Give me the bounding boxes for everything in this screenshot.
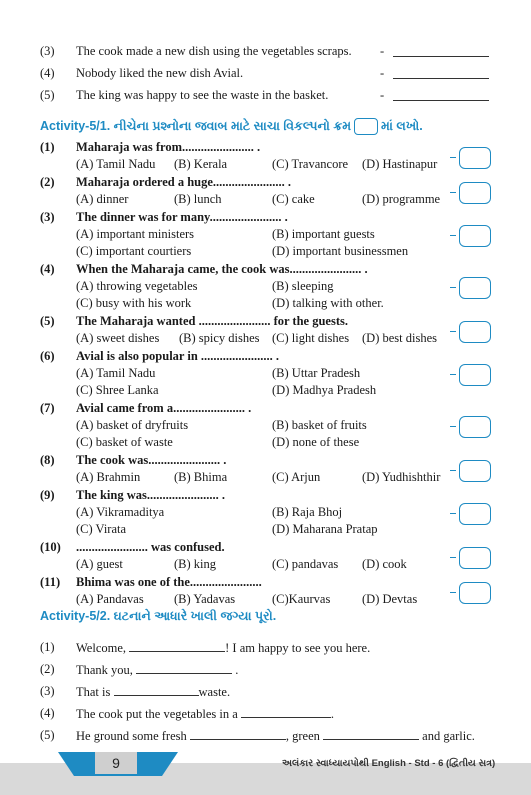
- question-text: Maharaja ordered a huge....................... .: [76, 175, 292, 189]
- answer-box[interactable]: [459, 582, 491, 604]
- question-number: (5): [40, 314, 55, 328]
- fill-part: waste.: [198, 685, 231, 699]
- answer-box[interactable]: [459, 547, 491, 569]
- fill-part: ! I am happy to see you here.: [225, 641, 371, 655]
- tf-text: The cook made a new dish using the vegetables scraps.: [76, 44, 352, 58]
- question-number: (10): [40, 540, 61, 554]
- question-number: (3): [40, 210, 55, 224]
- question-number: (9): [40, 488, 55, 502]
- answer-dash: [450, 557, 456, 558]
- answer-dash: [450, 287, 456, 288]
- fill-part: .: [330, 707, 334, 721]
- fill-row: [0, 640, 531, 658]
- option-a[interactable]: (A) throwing vegetables: [76, 279, 198, 293]
- mcq-question: [0, 488, 531, 540]
- option-a[interactable]: (A) dinner: [76, 192, 129, 206]
- answer-dash: [450, 192, 456, 193]
- answer-dash: [450, 470, 456, 471]
- tf-text: The king was happy to see the waste in the basket.: [76, 88, 329, 102]
- question-number: (2): [40, 175, 55, 189]
- fill-part: .: [235, 663, 239, 677]
- tf-num: (3): [40, 44, 55, 58]
- page-number: 9: [95, 752, 137, 774]
- option-c[interactable]: (C) basket of waste: [76, 435, 173, 449]
- answer-box[interactable]: [459, 182, 491, 204]
- fill-text: [76, 640, 370, 656]
- option-a[interactable]: (A) Vikramaditya: [76, 505, 165, 519]
- option-d[interactable]: (D) Devtas: [362, 592, 418, 606]
- answer-box[interactable]: [459, 225, 491, 247]
- option-b[interactable]: (B) Bhima: [174, 470, 228, 484]
- activity-1-title-end: માં લખો.: [381, 118, 423, 133]
- fill-row: [0, 662, 531, 680]
- question-text: Avial came from a....................... .: [76, 401, 252, 415]
- question-text: The dinner was for many....................... .: [76, 210, 288, 224]
- option-c[interactable]: (C)Kaurvas: [272, 592, 331, 606]
- option-b[interactable]: (B) king: [174, 557, 217, 571]
- fill-text: [76, 684, 230, 700]
- answer-box-icon: [354, 118, 378, 135]
- answer-dash: [450, 592, 456, 593]
- question-text: When the Maharaja came, the cook was....................... .: [76, 262, 368, 276]
- option-c[interactable]: (C) busy with his work: [76, 296, 192, 310]
- mcq-question: [0, 314, 531, 349]
- mcq-question: [0, 349, 531, 401]
- option-d[interactable]: (D) Madhya Pradesh: [272, 383, 377, 397]
- answer-box[interactable]: [459, 416, 491, 438]
- tf-dash: -: [380, 66, 385, 80]
- tf-answer-line[interactable]: [393, 56, 489, 57]
- fill-num: (5): [40, 728, 55, 742]
- fill-row: [0, 706, 531, 724]
- answer-box[interactable]: [459, 277, 491, 299]
- option-a[interactable]: (A) important ministers: [76, 227, 195, 241]
- option-a[interactable]: (A) Tamil Nadu: [76, 366, 156, 380]
- question-number: (4): [40, 262, 55, 276]
- question-text: ....................... was confused.: [76, 540, 225, 554]
- option-a[interactable]: (A) sweet dishes: [76, 331, 160, 345]
- fill-blank[interactable]: [323, 728, 419, 740]
- answer-box[interactable]: [459, 321, 491, 343]
- tf-answer-line[interactable]: [393, 100, 489, 101]
- option-c[interactable]: (C) light dishes: [272, 331, 350, 345]
- option-d[interactable]: (D) important businessmen: [272, 244, 409, 258]
- option-d[interactable]: (D) Maharana Pratap: [272, 522, 378, 536]
- question-text: The Maharaja wanted ....................... for the guests.: [76, 314, 348, 328]
- option-a[interactable]: (A) basket of dryfruits: [76, 418, 189, 432]
- question-number: (11): [40, 575, 61, 589]
- mcq-question: [0, 401, 531, 453]
- fill-part: That is: [76, 685, 111, 699]
- question-number: (6): [40, 349, 55, 363]
- option-b[interactable]: (B) Yadavas: [174, 592, 236, 606]
- option-c[interactable]: (C) pandavas: [272, 557, 339, 571]
- option-d[interactable]: (D) none of these: [272, 435, 360, 449]
- mcq-question: [0, 575, 531, 610]
- answer-box[interactable]: [459, 147, 491, 169]
- question-text: The cook was....................... .: [76, 453, 227, 467]
- mcq-question: [0, 175, 531, 210]
- option-a[interactable]: (A) guest: [76, 557, 123, 571]
- option-d[interactable]: (D) talking with other.: [272, 296, 384, 310]
- answer-box[interactable]: [459, 364, 491, 386]
- fill-num: (2): [40, 662, 55, 676]
- fill-blank[interactable]: [114, 684, 199, 696]
- fill-blank[interactable]: [129, 640, 225, 652]
- fill-blank[interactable]: [241, 706, 331, 718]
- option-c[interactable]: (C) Shree Lanka: [76, 383, 159, 397]
- option-c[interactable]: (C) Arjun: [272, 470, 321, 484]
- answer-dash: [450, 374, 456, 375]
- option-a[interactable]: (A) Brahmin: [76, 470, 141, 484]
- answer-dash: [450, 426, 456, 427]
- option-b[interactable]: (B) lunch: [174, 192, 222, 206]
- tf-text: Nobody liked the new dish Avial.: [76, 66, 244, 80]
- fill-part: Welcome,: [76, 641, 127, 655]
- fill-text: [76, 728, 475, 744]
- tf-row: [0, 66, 531, 84]
- fill-num: (1): [40, 640, 55, 654]
- option-c[interactable]: (C) Travancore: [272, 157, 349, 171]
- book-title: અલંકાર સ્વાધ્યાયપોથી English - Std - 6 (દ્વિતીય સત્ર): [282, 758, 496, 769]
- question-text: Avial is also popular in ....................... .: [76, 349, 280, 363]
- fill-num: (4): [40, 706, 55, 720]
- fill-row: [0, 728, 531, 746]
- option-d[interactable]: (D) programme: [362, 192, 441, 206]
- fill-text: [76, 706, 334, 722]
- fill-part: and garlic.: [422, 729, 475, 743]
- tf-answer-line[interactable]: [393, 78, 489, 79]
- mcq-question: [0, 140, 531, 175]
- activity-2-heading: Activity-5/2. ઘટનાને આધારે ખાલી જગ્યા પૂરો.: [40, 609, 277, 623]
- option-b[interactable]: (B) sleeping: [272, 279, 334, 293]
- question-text: Maharaja was from....................... .: [76, 140, 261, 154]
- option-d[interactable]: (D) cook: [362, 557, 407, 571]
- question-number: (1): [40, 140, 55, 154]
- option-b[interactable]: (B) Kerala: [174, 157, 228, 171]
- option-c[interactable]: (C) cake: [272, 192, 315, 206]
- mcq-question: [0, 210, 531, 262]
- question-number: (8): [40, 453, 55, 467]
- question-number: (7): [40, 401, 55, 415]
- tf-dash: -: [380, 44, 385, 58]
- answer-box[interactable]: [459, 460, 491, 482]
- tf-num: (5): [40, 88, 55, 102]
- mcq-question: [0, 453, 531, 488]
- fill-blank[interactable]: [136, 662, 232, 674]
- answer-dash: [450, 157, 456, 158]
- option-d[interactable]: (D) Yudhishthir: [362, 470, 441, 484]
- option-b[interactable]: (B) Uttar Pradesh: [272, 366, 361, 380]
- mcq-question: [0, 262, 531, 314]
- mcq-question: [0, 540, 531, 575]
- option-d[interactable]: (D) best dishes: [362, 331, 437, 345]
- fill-part: Thank you,: [76, 663, 133, 677]
- fill-blank[interactable]: [190, 728, 286, 740]
- option-b[interactable]: (B) important guests: [272, 227, 375, 241]
- option-c[interactable]: (C) Virata: [76, 522, 127, 536]
- answer-dash: [450, 331, 456, 332]
- question-text: Bhima was one of the.......................: [76, 575, 262, 589]
- tf-num: (4): [40, 66, 55, 80]
- option-c[interactable]: (C) important courtiers: [76, 244, 192, 258]
- option-b[interactable]: (B) spicy dishes: [179, 331, 260, 345]
- option-a[interactable]: (A) Pandavas: [76, 592, 144, 606]
- fill-text: [76, 662, 238, 678]
- answer-box[interactable]: [459, 503, 491, 525]
- tf-row: [0, 88, 531, 106]
- activity-1-title: Activity-5/1. નીચેના પ્રશ્નોના જવાબ માટે સાચા વિકલ્પનો ક્રમ: [40, 118, 352, 133]
- question-text: The king was....................... .: [76, 488, 225, 502]
- tf-row: [0, 44, 531, 62]
- answer-dash: [450, 235, 456, 236]
- fill-num: (3): [40, 684, 55, 698]
- option-a[interactable]: (A) Tamil Nadu: [76, 157, 156, 171]
- fill-part: The cook put the vegetables in a: [76, 707, 238, 721]
- tf-dash: -: [380, 88, 385, 102]
- option-b[interactable]: (B) basket of fruits: [272, 418, 367, 432]
- option-b[interactable]: (B) Raja Bhoj: [272, 505, 343, 519]
- answer-dash: [450, 513, 456, 514]
- fill-row: [0, 684, 531, 702]
- option-d[interactable]: (D) Hastinapur: [362, 157, 438, 171]
- fill-part: , green: [285, 729, 320, 743]
- fill-part: He ground some fresh: [76, 729, 187, 743]
- activity-1-heading: [40, 118, 423, 135]
